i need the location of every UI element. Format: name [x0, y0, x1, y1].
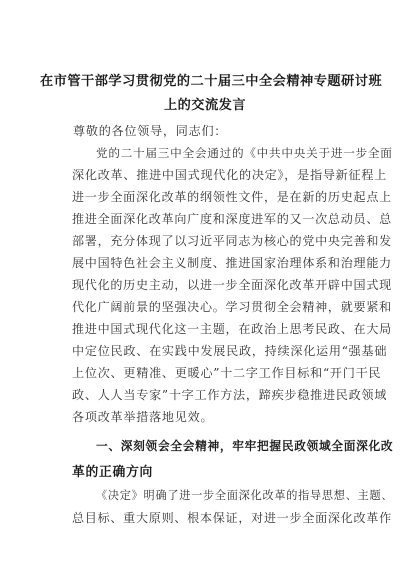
paragraph-line: 总目标、重大原则、根本保证，对进一步全面深化改革作 — [72, 511, 392, 525]
paragraph-line: 进一步全面深化改革的纲领性文件，是在新的历史起点上 — [72, 190, 392, 204]
salutation: 尊敬的各位领导，同志们： — [73, 124, 228, 138]
paragraph-line: 推进中国式现代化这一主题，在政治上思考民政、在大局 — [72, 322, 392, 336]
paragraph-line: 中定位民政、在实践中发展民政，持续深化运用“强基础 — [72, 344, 388, 358]
paragraph-line: 展中国特色社会主义制度、推进国家治理体系和治理能力 — [72, 256, 392, 270]
paragraph-line: 《决定》明确了进一步全面深化改革的指导思想、主题、 — [96, 489, 394, 502]
paragraph-line: 推进全面深化改革向广度和深度进军的又一次总动员、总 — [72, 212, 392, 226]
paragraph-line: 代化广阔前景的坚强决心。学习贯彻全会精神，就要紧和 — [72, 300, 392, 314]
document-title-line-2: 上的交流发言 — [163, 98, 247, 113]
paragraph-line: 党的二十届三中全会通过的《中共中央关于进一步全面 — [96, 146, 393, 160]
paragraph-line: 上位次、更精准、更暖心”十二字工作目标和“开门干民 — [72, 366, 382, 380]
paragraph-line: 部署，充分体现了以习近平同志为核心的党中央完善和发 — [72, 234, 392, 248]
paragraph-line: 各项改革举措落地见效。 — [72, 410, 214, 424]
paragraph-line: 深化改革、推进中国式现代化的决定》，是指导新征程上 — [72, 168, 388, 182]
paragraph-line: 现代化的历史主动，以进一步全面深化改革开辟中国式现 — [72, 278, 392, 292]
document-title-line-1: 在市管干部学习贯彻党的二十届三中全会精神专题研讨班 — [40, 74, 383, 89]
paragraph-line: 政、人人当专家”十字工作方法，蹄疾步稳推进民政领域 — [72, 388, 388, 402]
section-heading-line-1: 一、深刻领会全会精神，牢牢把握民政领域全面深化改 — [96, 439, 394, 453]
section-heading-line-2: 革的正确方向 — [72, 465, 153, 480]
